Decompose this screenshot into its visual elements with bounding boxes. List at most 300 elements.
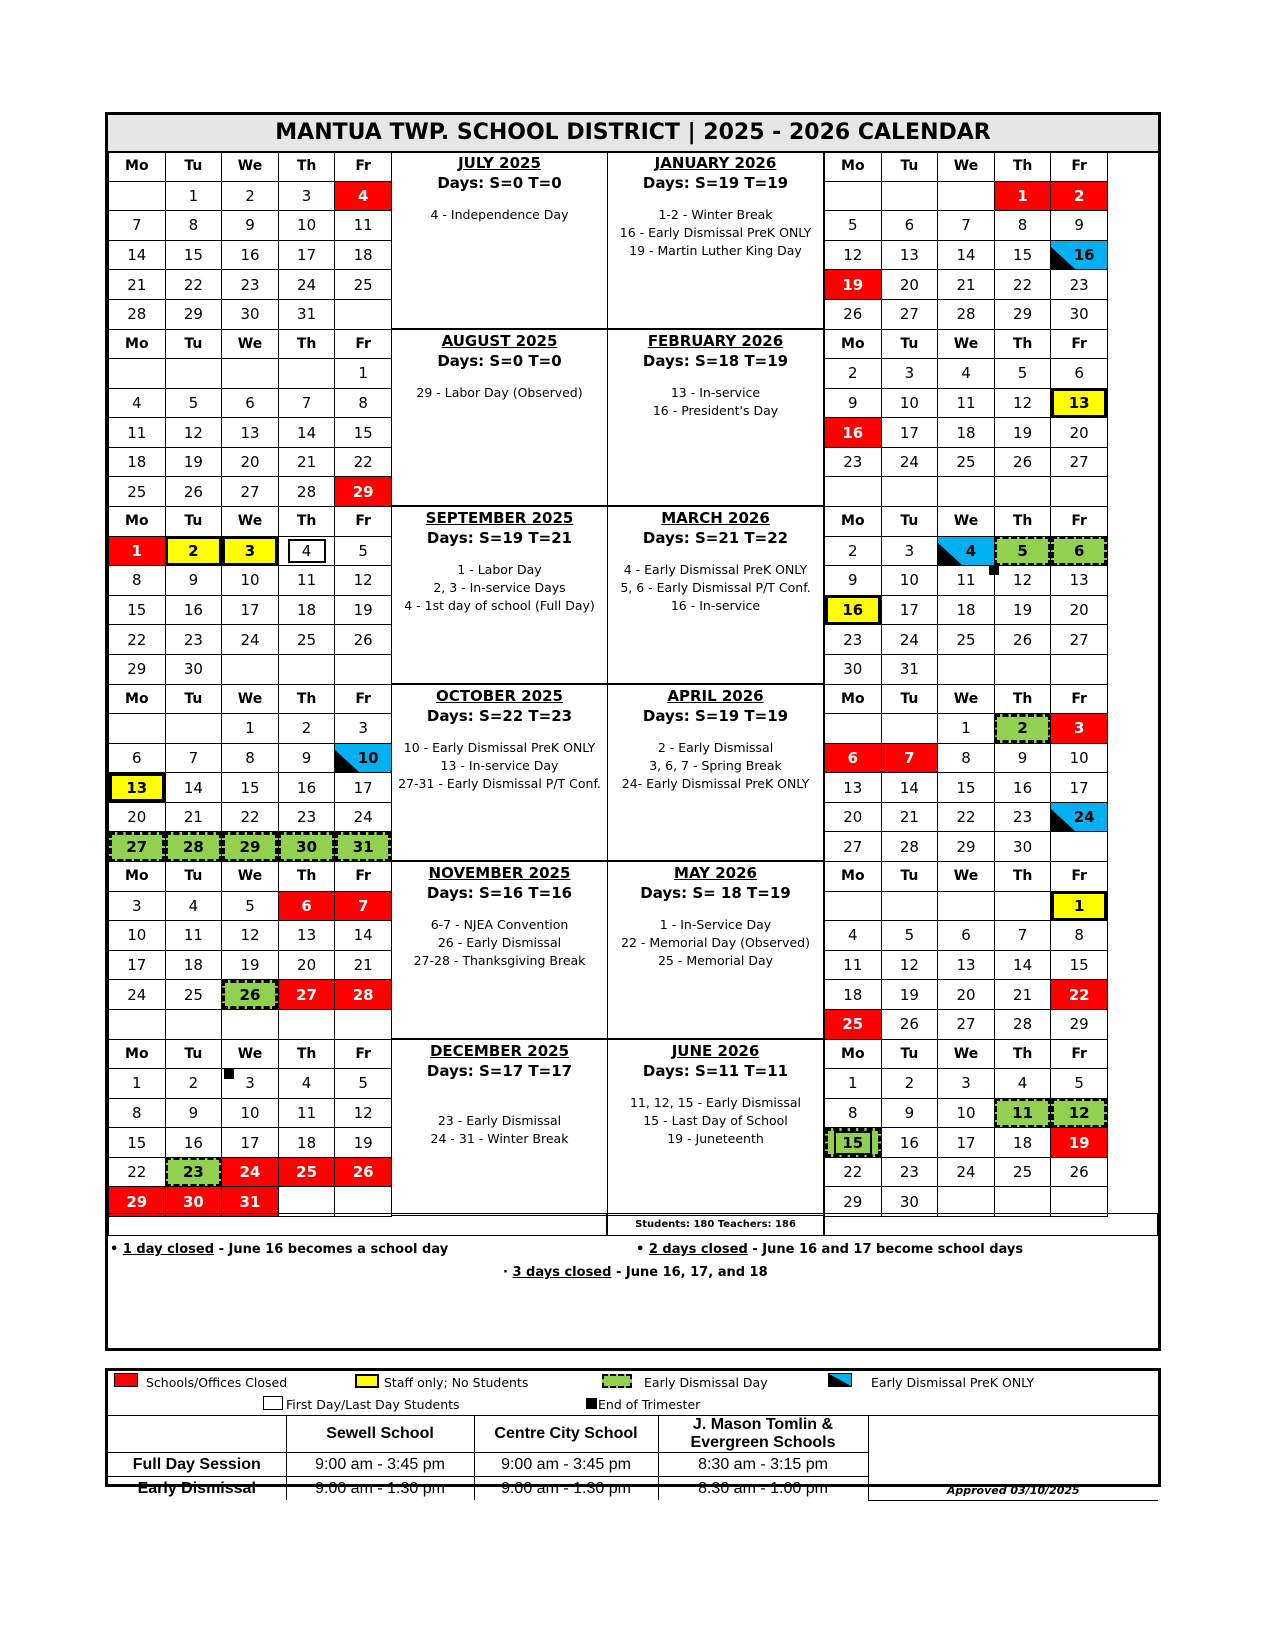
day-cell: 17 [938,1128,995,1158]
day-cell: 1 [335,359,392,389]
day-cell: 19 [994,595,1051,625]
left-month-info-0 [391,151,608,329]
month-note: 13 - In-service [670,384,761,400]
month-day-count: Days: S=11 T=11 [642,1061,789,1080]
left-grid-0 [108,151,392,330]
weekday-header-row [109,684,392,714]
weekday-header: Tu [881,507,938,537]
day-cell: 3 [278,181,335,211]
right-grid-0 [824,151,1108,330]
weekday-header-row [825,507,1108,537]
day-cell: 21 [994,980,1051,1010]
day-cell: 25 [109,477,166,507]
weekday-header: Tu [165,684,222,714]
day-cell: 15 [222,773,279,803]
month-name: DECEMBER 2025 [429,1041,570,1060]
week-row [109,832,392,862]
weekday-header: Mo [825,152,882,182]
week-row [109,181,392,211]
day-cell: 26 [335,1157,392,1187]
empty-day-cell [278,1009,335,1039]
right-grid-5 [824,1039,1108,1218]
week-row [825,477,1108,507]
left-month-info-1 [391,329,608,507]
day-cell: 21 [278,447,335,477]
empty-day-cell [278,359,335,389]
month-day-count: Days: S=17 T=17 [426,1061,573,1080]
schedule-col-2: J. Mason Tomlin & Evergreen Schools [658,1416,868,1453]
day-cell: 10 [222,1098,279,1128]
day-cell: 2 [881,1069,938,1099]
weekday-header: We [222,329,279,359]
empty-day-cell [938,654,995,684]
day-cell: 20 [825,802,882,832]
day-cell: 23 [165,625,222,655]
week-row [109,211,392,241]
weekday-header: Tu [881,862,938,892]
day-cell: 12 [165,418,222,448]
month-name: OCTOBER 2025 [436,686,563,705]
day-cell: 6 [881,211,938,241]
week-row [109,388,392,418]
day-cell: 24 [881,447,938,477]
weekday-header-row [109,862,392,892]
month-note: 15 - Last Day of School [643,1112,788,1128]
day-cell: 14 [994,950,1051,980]
day-cell: 22 [335,447,392,477]
weekday-header: Th [994,862,1051,892]
right-grid-1 [824,329,1108,508]
day-cell: 19 [335,1128,392,1158]
day-cell: 1 [165,181,222,211]
month-note: 26 - Early Dismissal [437,935,562,950]
month-note: 10 - Early Dismissal PreK ONLY [403,739,596,755]
week-row [825,595,1108,625]
day-cell: 10 [881,566,938,596]
day-cell: 19 [165,447,222,477]
empty-day-cell [1051,477,1108,507]
day-cell: 30 [165,1187,222,1217]
day-cell: 26 [881,1009,938,1039]
week-row [109,1009,392,1039]
day-cell: 31 [881,654,938,684]
empty-day-cell [938,477,995,507]
day-cell: 13 [881,240,938,270]
day-cell: 19 [825,270,882,300]
empty-day-cell [994,654,1051,684]
empty-day-cell [222,359,279,389]
month-name: JULY 2025 [458,154,541,172]
day-cell: 11 [335,211,392,241]
month-name: JANUARY 2026 [654,154,777,172]
empty-day-cell [825,477,882,507]
week-row [109,566,392,596]
day-cell: 11 [825,950,882,980]
month-name: APRIL 2026 [667,686,764,705]
week-row [109,1098,392,1128]
month-note: 25 - Memorial Day [657,953,774,968]
day-cell: 4 [994,1069,1051,1099]
month-note: 1 - Labor Day [457,562,542,577]
month-name: SEPTEMBER 2025 [425,509,574,527]
weekday-header: Th [278,152,335,182]
day-cell: 24 [222,625,279,655]
day-cell: 15 [335,418,392,448]
month-name: JUNE 2026 [671,1041,760,1060]
weekday-header: Fr [1051,507,1108,537]
day-cell: 18 [938,418,995,448]
left-grid-4 [108,861,392,1040]
month-name: MAY 2026 [674,864,757,882]
weekday-header: Tu [881,1039,938,1069]
day-cell [938,536,995,566]
weekday-header: Tu [881,329,938,359]
note-one-day: • 1 day closed - June 16 becomes a school day [110,1242,449,1257]
month-day-count: Days: S=19 T=19 [642,706,789,725]
week-row [109,359,392,389]
swatch-staff-only [355,1374,379,1388]
day-cell: 31 [278,299,335,329]
day-cell: 9 [222,211,279,241]
right-month-info-2 [607,506,824,684]
day-cell: 8 [222,743,279,773]
day-cell: 8 [1051,921,1108,951]
week-row [825,359,1108,389]
day-cell: 17 [109,950,166,980]
month-day-count: Days: S=21 T=22 [642,529,789,547]
day-cell: 17 [335,773,392,803]
left-month-info-5 [391,1039,608,1217]
weekday-header: Th [994,329,1051,359]
empty-day-cell [222,654,279,684]
day-cell: 17 [881,595,938,625]
day-number: 24 [1073,808,1095,827]
weekday-header-row [109,152,392,182]
day-cell: 22 [825,1157,882,1187]
left-grid-1 [108,329,392,508]
month-day-count: Days: S=18 T=19 [642,351,789,370]
day-cell: 6 [1051,359,1108,389]
weekday-header: Tu [881,152,938,182]
month-day-count: Days: S=0 T=0 [437,351,562,370]
month-note: 27-28 - Thanksgiving Break [413,953,586,968]
day-cell [278,536,335,566]
day-cell: 27 [109,832,166,862]
day-cell: 22 [994,270,1051,300]
day-cell: 28 [881,832,938,862]
left-grid-3 [108,684,392,863]
empty-day-cell [165,1009,222,1039]
week-row [109,1069,392,1099]
month-day-count: Days: S= 18 T=19 [640,884,791,902]
full-day-sewell: 9:00 am - 3:45 pm [286,1453,474,1477]
empty-day-cell [1051,832,1108,862]
day-cell: 17 [881,418,938,448]
day-cell: 25 [278,1157,335,1187]
weekday-header: We [938,1039,995,1069]
empty-day-cell [938,891,995,921]
day-number: 4 [965,541,977,560]
day-cell: 15 [938,773,995,803]
schedule-col-0: Sewell School [286,1416,474,1453]
weekday-header: We [938,862,995,892]
week-row [109,921,392,951]
day-cell: 7 [335,891,392,921]
swatch-early-dismissal [602,1374,632,1388]
month-note: 2 - Early Dismissal [657,739,774,755]
day-cell: 28 [335,980,392,1010]
week-row [825,832,1108,862]
empty-day-cell [222,1009,279,1039]
month-note: 1-2 - Winter Break [658,207,773,222]
month-name: AUGUST 2025 [441,331,558,350]
empty-day-cell [881,891,938,921]
day-cell: 3 [1051,714,1108,744]
week-row [109,536,392,566]
day-cell: 8 [165,211,222,241]
day-cell: 27 [1051,625,1108,655]
day-cell: 26 [994,625,1051,655]
day-cell: 23 [278,802,335,832]
early-centre-city: 9:00 am - 1:30 pm [474,1477,658,1501]
day-cell: 23 [994,802,1051,832]
totals-blank-right [824,1213,1158,1236]
day-cell: 30 [1051,299,1108,329]
day-cell: 24 [222,1157,279,1187]
day-cell: 10 [1051,743,1108,773]
day-cell: 15 [1051,950,1108,980]
weekday-header: Fr [335,684,392,714]
day-cell: 16 [165,1128,222,1158]
day-cell: 3 [335,714,392,744]
weekday-header: Th [994,1039,1051,1069]
day-cell: 6 [109,743,166,773]
week-row [825,1069,1108,1099]
day-cell: 9 [994,743,1051,773]
week-row [109,299,392,329]
day-cell: 9 [165,1098,222,1128]
approved-date: Approved 03/10/2025 [946,1483,1080,1497]
schedule-corner [108,1416,286,1453]
day-cell: 8 [938,743,995,773]
day-cell: 25 [994,1157,1051,1187]
week-row [109,773,392,803]
weekday-header: Fr [335,862,392,892]
weekday-header: Tu [165,1039,222,1069]
day-cell: 19 [335,595,392,625]
week-row [825,211,1108,241]
week-row [825,625,1108,655]
day-cell: 20 [938,980,995,1010]
day-cell: 16 [825,418,882,448]
day-cell: 13 [825,773,882,803]
full-day-tomlin: 8:30 am - 3:15 pm [658,1453,868,1477]
day-cell: 12 [335,1098,392,1128]
weekday-header: Fr [1051,862,1108,892]
week-row [825,447,1108,477]
weekday-header: Mo [825,862,882,892]
empty-day-cell [825,714,882,744]
month-note: 5, 6 - Early Dismissal P/T Conf. [620,580,811,595]
day-cell: 28 [165,832,222,862]
week-row [109,240,392,270]
day-cell: 29 [1051,1009,1108,1039]
day-cell: 29 [109,654,166,684]
day-cell: 10 [109,921,166,951]
day-cell: 13 [1051,566,1108,596]
week-row [109,1157,392,1187]
weekday-header: We [938,684,995,714]
month-day-count: Days: S=19 T=19 [642,174,789,192]
day-cell: 3 [881,359,938,389]
month-note: 19 - Martin Luther King Day [629,243,802,258]
right-month-info-1 [607,329,824,507]
week-row [825,950,1108,980]
day-cell: 18 [938,595,995,625]
week-row [825,240,1108,270]
day-cell: 6 [1051,536,1108,566]
week-row [109,980,392,1010]
day-cell: 6 [278,891,335,921]
day-cell: 30 [825,654,882,684]
day-cell: 5 [165,388,222,418]
day-cell: 8 [109,566,166,596]
legend-early-dismissal: Early Dismissal Day [644,1375,768,1390]
weekday-header: Tu [165,507,222,537]
swatch-first-last [263,1396,283,1410]
day-cell: 5 [881,921,938,951]
week-row [825,566,1108,596]
day-cell: 29 [335,477,392,507]
weekday-header: Mo [109,507,166,537]
week-row [825,714,1108,744]
week-row [825,773,1108,803]
weekday-header: Mo [825,684,882,714]
month-note: 4 - 1st day of school (Full Day) [404,598,595,613]
week-row [825,299,1108,329]
day-cell: 12 [335,566,392,596]
day-cell: 28 [109,299,166,329]
empty-day-cell [881,714,938,744]
early-tomlin: 8:30 am - 1:00 pm [658,1477,868,1501]
day-cell: 7 [881,743,938,773]
day-cell: 11 [109,418,166,448]
day-cell: 22 [109,1157,166,1187]
day-cell: 13 [222,418,279,448]
empty-day-cell [335,654,392,684]
right-month-info-5 [607,1039,824,1217]
swatch-trimester [586,1398,597,1409]
day-cell: 16 [825,595,882,625]
week-row [825,1157,1108,1187]
day-cell: 12 [222,921,279,951]
day-cell: 1 [825,1069,882,1099]
day-cell: 20 [278,950,335,980]
early-sewell: 9:00 am - 1:30 pm [286,1477,474,1501]
day-cell: 8 [994,211,1051,241]
weekday-header: We [222,1039,279,1069]
day-cell: 31 [335,832,392,862]
empty-day-cell [109,181,166,211]
month-note: 16 - In-service [670,598,761,613]
day-cell: 2 [278,714,335,744]
day-cell: 24 [881,625,938,655]
day-cell: 15 [109,595,166,625]
day-cell: 25 [938,447,995,477]
day-cell: 28 [994,1009,1051,1039]
day-cell: 24 [278,270,335,300]
day-cell: 9 [825,388,882,418]
empty-day-cell [109,714,166,744]
left-month-info-2 [391,506,608,684]
weekday-header: Fr [1051,329,1108,359]
week-row [109,714,392,744]
legend-box [105,1368,1161,1497]
weekday-header: We [222,507,279,537]
day-cell: 11 [938,566,995,596]
weekday-header: Fr [335,1039,392,1069]
legend-closed: Schools/Offices Closed [146,1375,288,1390]
day-cell: 8 [335,388,392,418]
day-cell: 18 [994,1128,1051,1158]
day-cell: 4 [278,1069,335,1099]
month-day-count: Days: S=16 T=16 [426,884,573,902]
day-cell: 6 [825,743,882,773]
month-note: 24- Early Dismissal PreK ONLY [621,775,810,791]
day-cell: 18 [278,595,335,625]
first-last-day-marker: 15 [834,1131,872,1155]
day-cell: 9 [1051,211,1108,241]
right-month-info-4 [607,861,824,1039]
day-cell: 25 [165,980,222,1010]
day-cell: 26 [994,447,1051,477]
weekday-header: Th [994,152,1051,182]
day-cell: 28 [938,299,995,329]
empty-day-cell [825,891,882,921]
weekday-header: Mo [825,507,882,537]
weekday-header: Fr [1051,152,1108,182]
day-cell: 18 [165,950,222,980]
month-note: 3, 6, 7 - Spring Break [649,757,782,773]
month-day-count: Days: S=0 T=0 [437,174,562,192]
empty-day-cell [109,359,166,389]
day-cell: 2 [165,1069,222,1099]
day-cell [1051,802,1108,832]
week-row [109,1128,392,1158]
day-cell: 23 [165,1157,222,1187]
day-cell: 5 [994,536,1051,566]
day-cell: 3 [938,1069,995,1099]
day-cell: 30 [222,299,279,329]
day-cell: 29 [938,832,995,862]
weekday-header: Th [278,862,335,892]
day-cell: 28 [278,477,335,507]
day-cell: 13 [938,950,995,980]
week-row [825,891,1108,921]
row-full-day-label: Full Day Session [108,1453,286,1477]
day-cell: 18 [109,447,166,477]
weekday-header: We [938,507,995,537]
day-cell: 25 [278,625,335,655]
weekday-header-row [825,684,1108,714]
day-cell: 13 [278,921,335,951]
day-cell: 17 [222,1128,279,1158]
day-cell: 21 [335,950,392,980]
day-cell: 1 [938,714,995,744]
weekday-header: Fr [1051,684,1108,714]
day-cell: 1 [109,536,166,566]
empty-day-cell [278,654,335,684]
